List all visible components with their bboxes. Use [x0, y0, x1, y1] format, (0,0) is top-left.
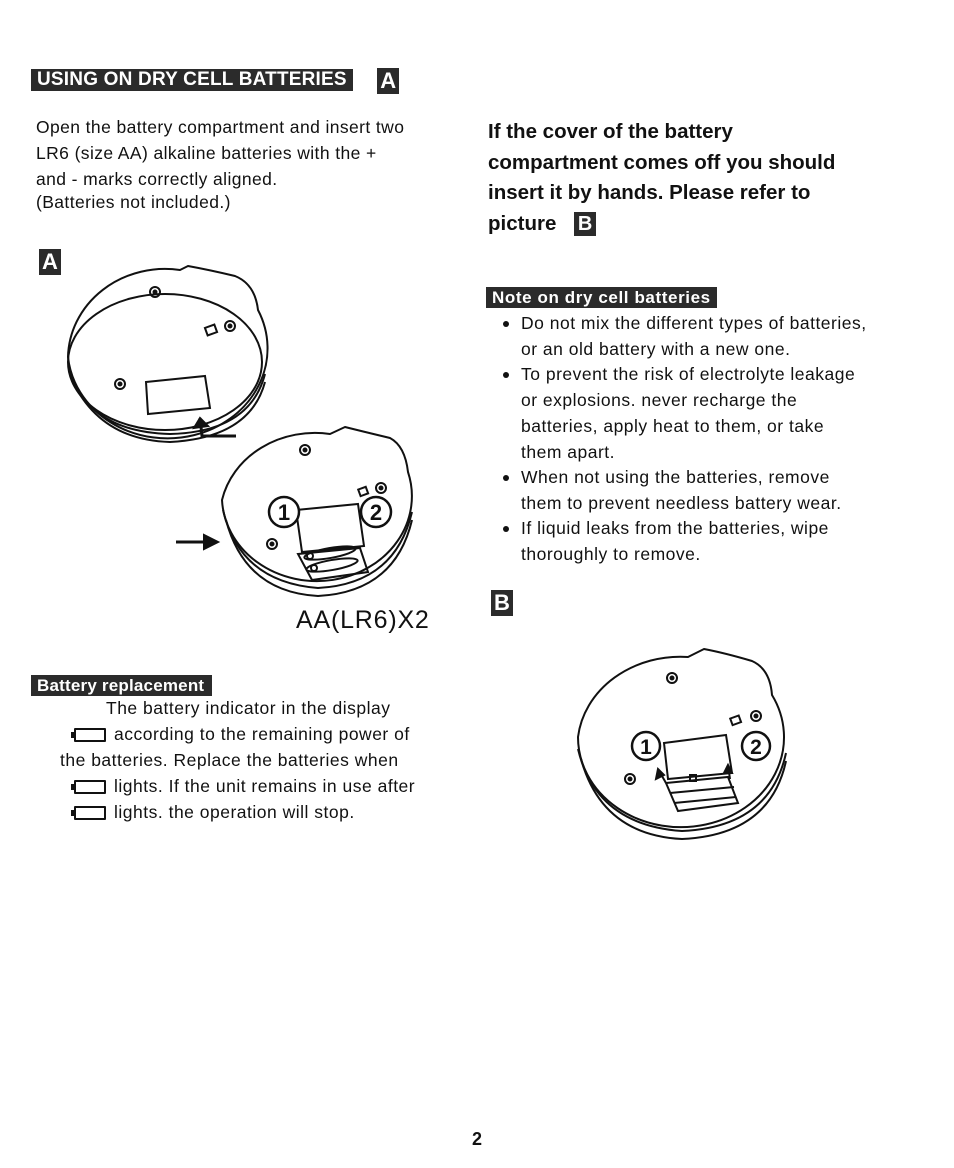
section-header: [31, 69, 399, 94]
cover-note-badge-b: B: [574, 212, 596, 236]
replacement-line: The battery indicator in the display: [106, 698, 391, 718]
intro-line: (Batteries not included.): [36, 192, 231, 212]
cover-note-line: If the cover of the battery: [488, 120, 733, 143]
note-line: To prevent the risk of electrolyte leakage: [521, 364, 856, 384]
cover-note-line: picture: [488, 211, 557, 235]
note-heading: Note on dry cell batteries: [486, 287, 717, 308]
battery-replacement-heading: Battery replacement: [31, 675, 212, 696]
notes-list: [486, 310, 936, 566]
figure-a-step2: 2: [369, 500, 383, 525]
note-line: them apart.: [521, 442, 616, 462]
replacement-line: according to the remaining power of: [114, 724, 410, 744]
note-line: batteries, apply heat to them, or take: [521, 416, 825, 436]
intro-paragraph: [36, 114, 466, 215]
figure-b-step2: 2: [750, 736, 762, 759]
figure-a-caption: AA(LR6)X2: [296, 606, 430, 634]
cover-note-line: insert it by hands. Please refer to: [488, 181, 811, 204]
figure-b-badge: B: [491, 590, 513, 616]
cover-note-line: compartment comes off you should: [488, 150, 836, 174]
figure-a-badge-wrap: [39, 249, 61, 275]
note-item: [486, 515, 936, 567]
page-number: 2: [471, 1129, 482, 1149]
arrow-right-icon: [176, 535, 218, 549]
replacement-line-with-icon: [60, 721, 470, 747]
battery-replacement-text: [60, 695, 470, 825]
figure-b-badge-wrap: [491, 590, 513, 616]
figure-a-step1: 1: [277, 500, 291, 525]
battery-empty-icon: [74, 806, 106, 820]
intro-line: Open the battery compartment and insert two: [36, 117, 405, 137]
replacement-line-with-icon: [60, 773, 470, 799]
step-1-marker: [632, 732, 660, 760]
section-badge-a: A: [377, 68, 399, 94]
replacement-line-with-icon: [60, 799, 470, 825]
replacement-line: lights. the operation will stop.: [114, 802, 355, 822]
battery-empty-icon: [74, 780, 106, 794]
note-item: [486, 464, 936, 516]
step-2-marker: [742, 732, 770, 760]
replacement-line: lights. If the unit remains in use after: [114, 776, 416, 796]
intro-line: and - marks correctly aligned.: [36, 169, 278, 189]
cover-note: [488, 117, 928, 239]
figure-b-step1: 1: [640, 736, 652, 759]
intro-line: LR6 (size AA) alkaline batteries with the +: [36, 143, 377, 163]
battery-empty-icon: [74, 728, 106, 742]
note-header: [486, 287, 717, 308]
note-line: or explosions. never recharge the: [521, 390, 798, 410]
cd-player-closed: [68, 266, 268, 442]
figure-b-illustration: [570, 645, 800, 845]
note-item: [486, 361, 936, 465]
replacement-line: the batteries. Replace the batteries when: [60, 750, 399, 770]
note-line: When not using the batteries, remove: [521, 467, 830, 487]
note-item: [486, 310, 936, 362]
step-1-marker: [269, 497, 299, 527]
note-line: them to prevent needless battery wear.: [521, 493, 842, 513]
note-line: If liquid leaks from the batteries, wipe: [521, 518, 829, 538]
battery-replacement-header: [31, 675, 212, 696]
note-line: Do not mix the different types of batteries,: [521, 313, 867, 333]
note-line: or an old battery with a new one.: [521, 339, 791, 359]
cover-note-line-last: [488, 209, 928, 240]
step-2-marker: [361, 497, 391, 527]
figure-a-badge: A: [39, 249, 61, 275]
section-heading: USING ON DRY CELL BATTERIES: [31, 69, 353, 91]
note-line: thoroughly to remove.: [521, 544, 701, 564]
figure-a-illustration: [60, 262, 440, 602]
